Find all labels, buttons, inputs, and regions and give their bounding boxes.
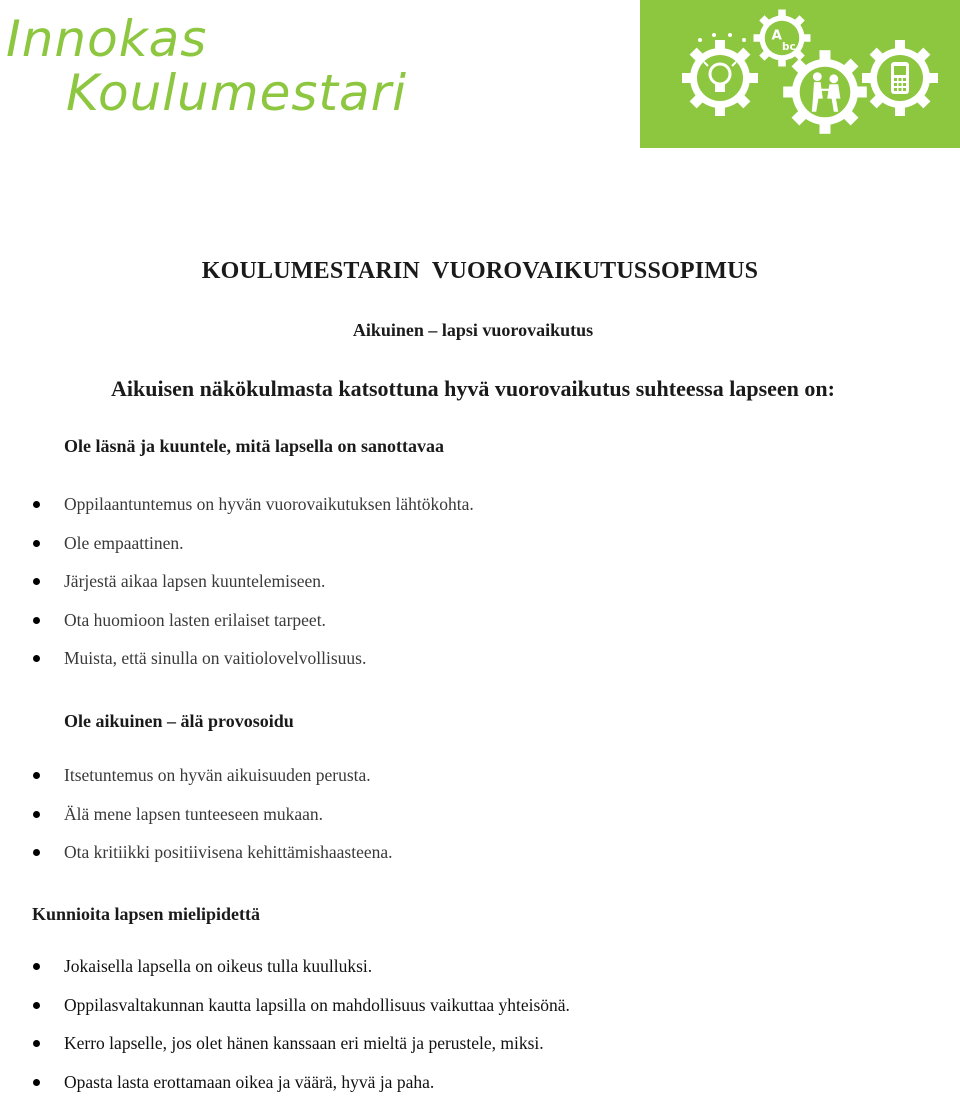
section-list-2 bbox=[0, 765, 393, 881]
bullet bbox=[33, 1079, 40, 1086]
gear-children-icon bbox=[783, 50, 867, 134]
document-title: KOULUMESTARIN VUOROVAIKUTUSSOPIMUS bbox=[0, 258, 960, 285]
list-item: Ole empaattinen. bbox=[0, 533, 474, 572]
list-item: Älä mene lapsen tunteeseen mukaan. bbox=[0, 804, 393, 843]
section-heading-2: Ole aikuinen – älä provosoidu bbox=[64, 711, 294, 732]
section-heading-3: Kunnioita lapsen mielipidettä bbox=[32, 904, 260, 925]
section-list-3 bbox=[0, 956, 570, 1110]
bullet bbox=[33, 655, 40, 662]
svg-text:bc: bc bbox=[782, 41, 796, 53]
header-banner bbox=[640, 0, 960, 148]
bullet bbox=[33, 501, 40, 508]
bullet bbox=[33, 849, 40, 856]
list-item: Järjestä aikaa lapsen kuuntelemiseen. bbox=[0, 571, 474, 610]
banner-illustration bbox=[640, 0, 960, 148]
list-item: Kerro lapselle, jos olet hänen kanssaan eri mieltä ja perustele, miksi. bbox=[0, 1033, 570, 1072]
bullet bbox=[33, 1002, 40, 1009]
section-heading-1: Ole läsnä ja kuuntele, mitä lapsella on sanottavaa bbox=[64, 436, 444, 457]
list-item: Muista, että sinulla on vaitiolovelvollisuus. bbox=[0, 648, 474, 687]
gear-lightbulb-icon bbox=[682, 40, 758, 116]
list-item: Ota huomioon lasten erilaiset tarpeet. bbox=[0, 610, 474, 649]
bullet bbox=[33, 963, 40, 970]
list-item: Itsetuntemus on hyvän aikuisuuden perusta. bbox=[0, 765, 393, 804]
bullet bbox=[33, 578, 40, 585]
svg-text:A: A bbox=[772, 28, 783, 44]
list-item: Ota kritiikki positiivisena kehittämishaasteena. bbox=[0, 842, 393, 881]
bullet bbox=[33, 540, 40, 547]
document-lead: Aikuisen näkökulmasta katsottuna hyvä vuorovaikutus suhteessa lapseen on: bbox=[0, 376, 946, 402]
bullet bbox=[33, 772, 40, 779]
gear-phone-icon bbox=[862, 40, 938, 116]
list-item: Opasta lasta erottamaan oikea ja väärä, hyvä ja paha. bbox=[0, 1072, 570, 1110]
bullet bbox=[33, 617, 40, 624]
brand-logo bbox=[6, 14, 407, 118]
document-subtitle: Aikuinen – lapsi vuorovaikutus bbox=[0, 320, 946, 341]
list-item: Jokaisella lapsella on oikeus tulla kuulluksi. bbox=[0, 956, 570, 995]
logo-line-1: Innokas bbox=[6, 14, 407, 64]
list-item: Oppilasvaltakunnan kautta lapsilla on mahdollisuus vaikuttaa yhteisönä. bbox=[0, 995, 570, 1034]
list-item: Oppilaantuntemus on hyvän vuorovaikutuksen lähtökohta. bbox=[0, 494, 474, 533]
gear-abc-icon bbox=[754, 10, 811, 67]
bullet bbox=[33, 811, 40, 818]
logo-line-2: Koulumestari bbox=[66, 68, 407, 118]
section-list-1 bbox=[0, 494, 474, 687]
bullet bbox=[33, 1040, 40, 1047]
